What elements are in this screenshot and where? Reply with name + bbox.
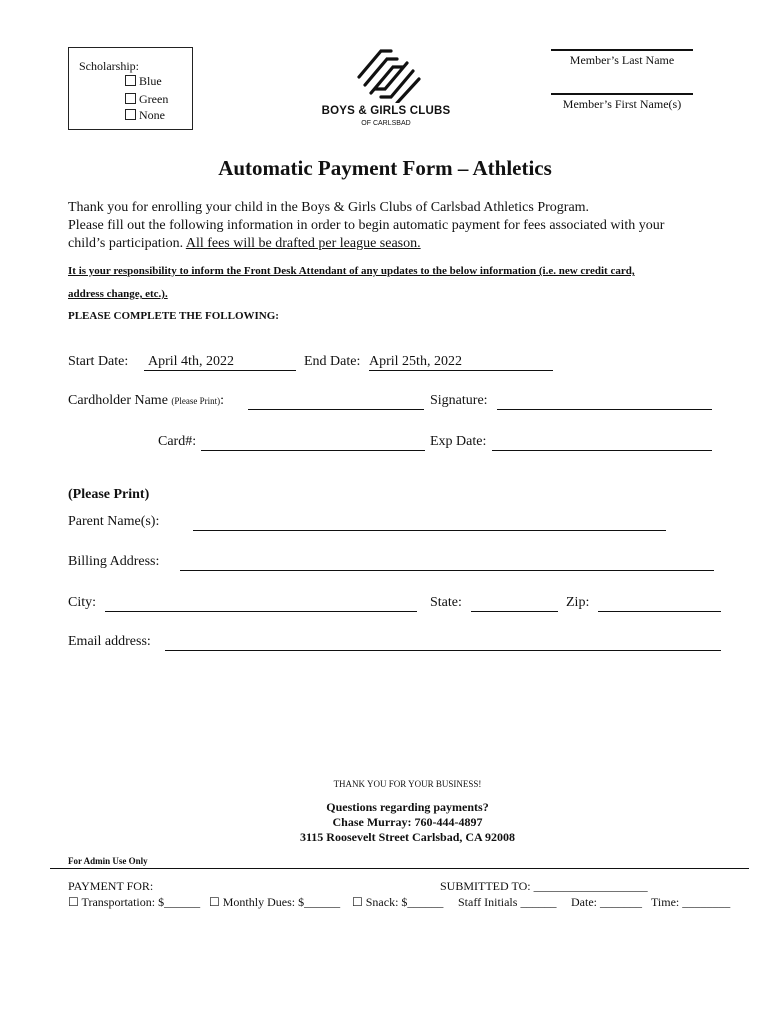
contact-question: Questions regarding payments? [326,800,489,814]
parent-name-field[interactable] [193,514,666,531]
scholarship-option-blue[interactable]: Blue [125,74,162,89]
snack-field[interactable]: ☐ Snack: $______ [352,895,444,909]
club-logo [315,47,457,131]
zip-label: Zip: [566,595,590,610]
signature-field[interactable] [497,393,712,410]
responsibility-notice-2: address change, etc.). [68,288,168,300]
contact-name-phone: Chase Murray: 760-444-4897 [332,815,483,829]
member-last-name-line[interactable] [551,49,693,51]
member-first-name-line[interactable] [551,93,693,95]
end-date-field[interactable]: April 25th, 2022 [369,354,553,371]
admin-divider [50,868,749,869]
intro-line-1: Thank you for enrolling your child in the Boys & Girls Clubs of Carlsbad Athletics Program. [68,200,590,215]
club-location: OF CARLSBAD [361,120,411,127]
zip-field[interactable] [598,595,721,612]
intro-line-2: Please fill out the following information in order to begin automatic payment for fees associated with your [68,218,665,233]
email-label: Email address: [68,634,151,649]
card-number-label: Card#: [158,434,197,449]
please-print-heading: (Please Print) [68,487,150,502]
fees-drafted-note: All fees will be drafted per league season. [185,236,421,251]
card-number-field[interactable] [201,434,425,451]
parent-name-label: Parent Name(s): [68,514,160,529]
transportation-field[interactable]: ☐ Transportation: $______ [68,895,201,909]
contact-address: 3115 Roosevelt Street Carlsbad, CA 92008 [299,830,516,844]
billing-address-label: Billing Address: [68,554,160,569]
signature-label: Signature: [430,393,488,408]
city-field[interactable] [105,595,417,612]
scholarship-label: Scholarship: [79,59,139,73]
complete-heading: PLEASE COMPLETE THE FOLLOWING: [68,310,279,322]
end-date-label: End Date: [304,354,361,369]
admin-heading: For Admin Use Only [68,856,148,866]
start-date-field[interactable]: April 4th, 2022 [144,354,296,371]
scholarship-option-none[interactable]: None [125,108,165,123]
cardholder-label: Cardholder Name (Please Print): [68,393,225,408]
scholarship-option-green[interactable]: Green [125,92,168,107]
admin-time-field[interactable]: Time: ________ [651,895,731,909]
member-first-name-label: Member’s First Name(s) [562,97,682,111]
checkbox-icon[interactable] [125,109,136,120]
city-label: City: [68,595,97,610]
staff-initials-field[interactable]: Staff Initials ______ [458,895,557,909]
submitted-to-field[interactable]: SUBMITTED TO: ___________________ [440,879,648,893]
responsibility-notice-1: It is your responsibility to inform the Front Desk Attendant of any updates to the below information (i.e. new credit card, [68,265,635,277]
start-date-label: Start Date: [68,354,129,369]
monthly-dues-field[interactable]: ☐ Monthly Dues: $______ [209,895,341,909]
scholarship-box [68,47,193,130]
cardholder-name-field[interactable] [248,393,424,410]
form-title: Automatic Payment Form – Athletics [218,156,552,180]
exp-date-field[interactable] [492,434,712,451]
checkbox-icon[interactable] [125,75,136,86]
admin-date-field[interactable]: Date: _______ [571,895,642,909]
hands-logo-icon [351,47,421,103]
club-name: BOYS & GIRLS CLUBS [321,105,451,117]
state-field[interactable] [471,595,558,612]
thank-you-message: THANK YOU FOR YOUR BUSINESS! [333,779,482,789]
checkbox-icon[interactable] [125,93,136,104]
member-last-name-label: Member’s Last Name [569,53,675,67]
intro-line-3: child’s participation. All fees will be drafted per league season. [68,236,421,251]
exp-date-label: Exp Date: [430,434,487,449]
payment-for-label: PAYMENT FOR: [68,879,154,893]
billing-address-field[interactable] [180,554,714,571]
email-field[interactable] [165,634,721,651]
state-label: State: [430,595,462,610]
